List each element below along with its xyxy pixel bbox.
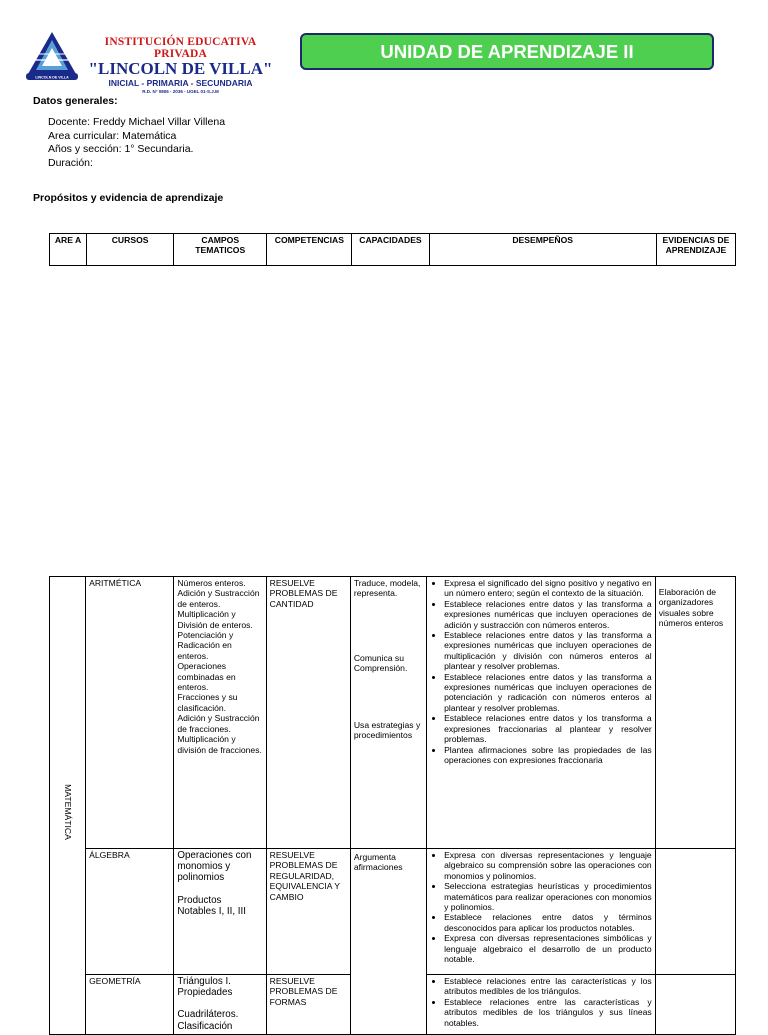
topic-item: Fracciones y su clasificación. bbox=[177, 692, 238, 713]
evidence-cell bbox=[655, 849, 735, 975]
topic-item: Multiplicación y división de fracciones. bbox=[177, 734, 262, 755]
competency-text: RESUELVE PROBLEMAS DE REGULARIDAD, EQUIVALENCIA Y CAMBIO bbox=[269, 850, 340, 902]
topics-cell bbox=[174, 849, 266, 975]
content-table bbox=[49, 576, 736, 1035]
topic-item: Productos Notables I, II, III bbox=[177, 894, 246, 917]
table-row bbox=[50, 577, 736, 849]
performance-item: • Plantea afirmaciones sobre las propiedades de las operaciones con expresiones fraccionaria bbox=[444, 745, 652, 766]
competency-text: RESUELVE PROBLEMAS DE FORMAS bbox=[269, 976, 338, 1007]
capacities-cell bbox=[350, 849, 426, 1035]
performance-item: • Expresa con diversas representaciones y lenguaje algebraico su comprensión sobre las operaciones con monomios y polinomios. bbox=[444, 850, 652, 881]
area-label: MATEMÁTICA bbox=[62, 784, 73, 840]
general-data-title: Datos generales: bbox=[33, 95, 118, 107]
performance-item: • Expresa el significado del signo positivo y negativo en un número entero; según el contexto de la situación. bbox=[444, 578, 652, 599]
capacities-cell bbox=[350, 577, 426, 849]
teacher-line: Docente: Freddy Michael Villar Villena bbox=[48, 116, 226, 128]
purposes-title: Propósitos y evidencia de aprendizaje bbox=[33, 192, 224, 204]
topic-item: Triángulos I. Propiedades bbox=[177, 976, 233, 999]
unit-banner bbox=[300, 33, 714, 70]
performance-item: • Establece relaciones entre datos y las transforma a expresiones numéricas que incluyen operaciones de multiplicación y división con números enteros al plantear y resolver problemas. bbox=[444, 630, 652, 672]
topic-item: Multiplicación y División de enteros. bbox=[177, 609, 253, 630]
institution-levels: INICIAL - PRIMARIA - SECUNDARIA bbox=[108, 78, 253, 88]
evidence-cell bbox=[655, 975, 735, 1035]
performances-list bbox=[430, 578, 652, 765]
institution-logo bbox=[22, 30, 82, 84]
performance-item: • Establece relaciones entre las características y los atributos medibles de los triángulos. bbox=[444, 976, 652, 997]
course-name: ARITMÉTICA bbox=[89, 578, 142, 588]
capacity-item: Argumenta afirmaciones bbox=[353, 852, 403, 873]
topic-item: Cuadriláteros. Clasificación bbox=[177, 1009, 239, 1032]
unit-title: UNIDAD DE APRENDIZAJE II bbox=[380, 40, 634, 62]
performances-list bbox=[430, 850, 652, 964]
capacity-item: Traduce, modela, representa. bbox=[353, 578, 421, 599]
header-table bbox=[49, 233, 736, 266]
performance-item: • Establece relaciones entre datos y las transforma a expresiones numéricas que incluyen operaciones de potenciación y radicación con números enteros al plantear y resolver problemas. bbox=[444, 672, 652, 714]
general-data-list bbox=[48, 116, 225, 170]
table-row bbox=[50, 849, 736, 975]
svg-text:LINCOLN DE VILLA: LINCOLN DE VILLA bbox=[35, 75, 69, 80]
topic-item: Adición y Sustracción de enteros. bbox=[177, 588, 260, 609]
evidence-text: Elaboración de organizadores visuales sobre números enteros bbox=[658, 587, 724, 629]
competency-cell bbox=[266, 849, 350, 975]
header-topics: CAMPOS TEMATICOS bbox=[174, 234, 267, 266]
header-competencies: COMPETENCIAS bbox=[267, 234, 352, 266]
performances-cell bbox=[427, 975, 656, 1035]
capacity-item: Comunica su Comprensión. bbox=[353, 652, 408, 674]
topics-cell bbox=[174, 577, 266, 849]
competency-cell bbox=[266, 577, 350, 849]
performance-item: • Establece relaciones entre las características y atributos medibles de los triángulos y sus líneas notables. bbox=[444, 997, 652, 1028]
course-name: GEOMETRÍA bbox=[89, 976, 141, 986]
header-area: ARE A bbox=[50, 234, 87, 266]
course-cell bbox=[86, 849, 174, 975]
header-evidence: EVIDENCIAS DE APRENDIZAJE bbox=[656, 234, 735, 266]
header-courses: CURSOS bbox=[87, 234, 174, 266]
topic-item: Operaciones combinadas en enteros. bbox=[177, 661, 236, 693]
competency-text: RESUELVE PROBLEMAS DE CANTIDAD bbox=[269, 578, 338, 609]
institution-resolution: R.D. N° 0806 - 2036 - UGEL 01-S.J.M bbox=[142, 89, 219, 94]
performances-cell bbox=[427, 849, 656, 975]
institution-block bbox=[78, 36, 283, 94]
topic-item: Adición y Sustracción de fracciones. bbox=[177, 713, 260, 734]
duration-line: Duración: bbox=[48, 156, 93, 169]
header-capacities: CAPACIDADES bbox=[352, 234, 429, 266]
performance-item: • Establece relaciones entre datos y términos desconocidos para aplicar los productos notables. bbox=[444, 912, 652, 933]
performances-list bbox=[430, 976, 652, 1028]
header-row bbox=[50, 234, 736, 266]
capacity-item: Usa estrategias y procedimientos bbox=[353, 719, 421, 741]
institution-name: "LINCOLN DE VILLA" bbox=[88, 59, 273, 78]
performance-item: • Expresa con diversas representaciones simbólicas y lenguaje algebraico el desarrollo de un producto notable. bbox=[444, 933, 652, 964]
course-cell bbox=[86, 577, 174, 849]
area-cell bbox=[50, 577, 86, 1035]
topic-item: Operaciones con monomios y polinomios bbox=[177, 850, 252, 884]
topic-item: Números enteros. bbox=[177, 578, 246, 588]
course-name: ÁLGEBRA bbox=[89, 850, 130, 860]
topics-cell bbox=[174, 975, 266, 1035]
curricular-area-line: Area curricular: Matemática bbox=[48, 129, 177, 142]
header-performances: DESEMPEÑOS bbox=[429, 234, 656, 266]
grade-section-line: Años y sección: 1° Secundaria. bbox=[48, 143, 194, 155]
performance-item: • Selecciona estrategias heurísticas y procedimientos matemáticos para realizar operaciones con monomios y polinomios. bbox=[444, 881, 652, 912]
performance-item: • Establece relaciones entre datos y los transforma a expresiones fraccionarias al plantear y resolver problemas. bbox=[444, 713, 652, 744]
course-cell bbox=[86, 975, 174, 1035]
performances-cell bbox=[427, 577, 656, 849]
performance-item: • Establece relaciones entre datos y las transforma a expresiones numéricas que incluyen operaciones de adición y sustracción con números enteros. bbox=[444, 599, 652, 630]
competency-cell bbox=[266, 975, 350, 1035]
evidence-cell bbox=[655, 577, 735, 849]
topic-item: Potenciación y Radicación en enteros. bbox=[177, 630, 234, 661]
institution-type: INSTITUCIÓN EDUCATIVA PRIVADA bbox=[104, 36, 257, 60]
